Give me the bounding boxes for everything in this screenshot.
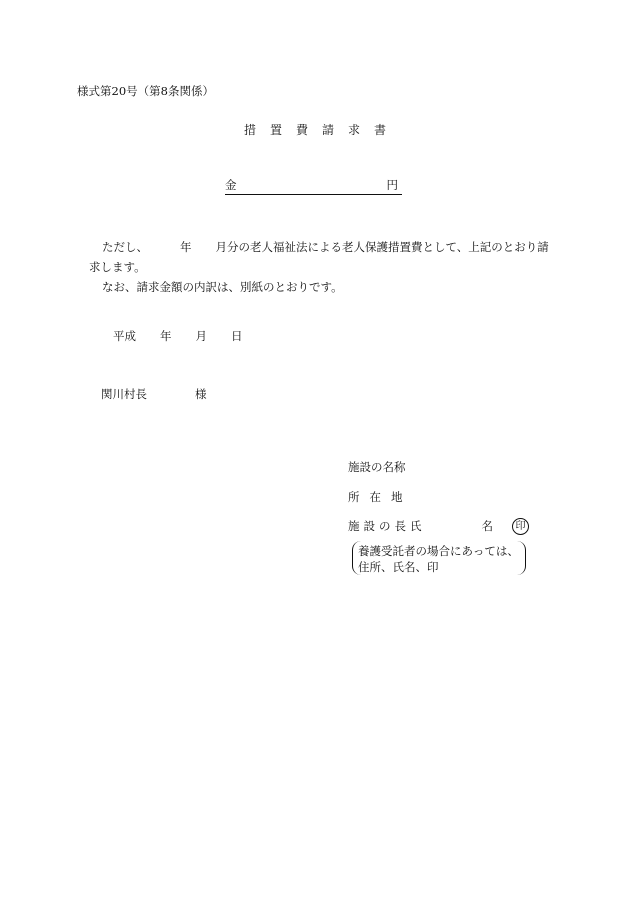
form-number: 様式第20号（第8条関係） (77, 84, 214, 98)
date-line (113, 331, 243, 343)
request-body (90, 237, 560, 297)
facility-address-label: 所在地 (348, 490, 413, 504)
addressee (101, 389, 207, 401)
representative-label: 施設の長氏 名 (348, 519, 493, 533)
date-era: 平成 (113, 329, 136, 343)
date-year: 年 (160, 329, 172, 343)
representative-suffix: 名 (481, 519, 493, 533)
note-line-1: 養護受託者の場合にあっては、 (358, 544, 519, 558)
amount-unit: 円 (386, 178, 398, 192)
document-title: 措置費請求書 (243, 123, 400, 137)
date-month: 月 (195, 329, 207, 343)
body-line-2: 求します。 (89, 260, 146, 274)
addressee-name: 関川村長 (101, 387, 147, 401)
date-day: 日 (231, 329, 243, 343)
amount-field (225, 180, 402, 195)
addressee-honorific: 様 (195, 387, 207, 401)
body-line-1: ただし、 年 月分の老人福祉法による老人保護措置費として、上記のとおり請 (102, 240, 549, 254)
facility-name-label: 施設の名称 (348, 460, 406, 474)
seal-mark: 印 (512, 518, 529, 535)
note-line-2: 住所、氏名、印 (358, 560, 439, 574)
amount-prefix: 金 (225, 178, 237, 192)
body-line-3: なお、請求金額の内訳は、別紙のとおりです。 (102, 280, 343, 294)
